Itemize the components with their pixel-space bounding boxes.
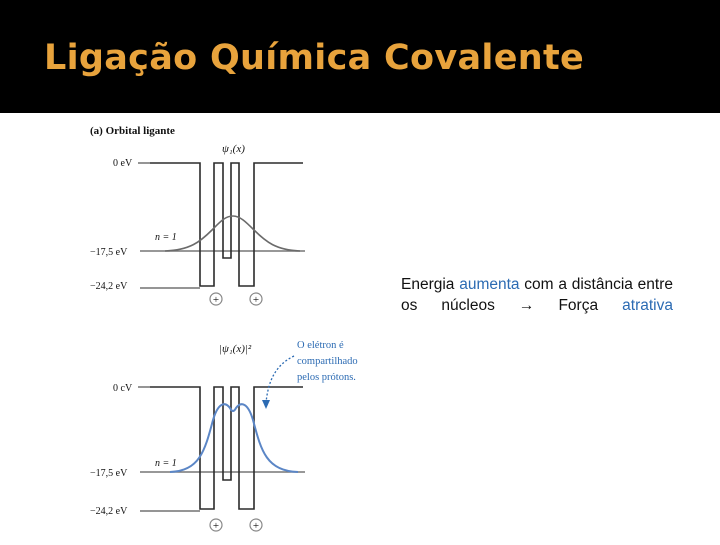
bottom-proton-left <box>210 519 222 532</box>
bottom-wave-label: |ψ₁(x)|² <box>219 343 252 355</box>
orbital-diagram <box>0 113 400 540</box>
bottom-energy-label-2: −24,2 eV <box>90 506 128 517</box>
top-wavefunction-curve <box>165 216 300 251</box>
svg-text:pelos prótons.: pelos prótons. <box>297 372 356 383</box>
top-wave-label: ψ₁(x) <box>222 143 245 155</box>
caption-highlight-atrativa: atrativa <box>622 297 673 314</box>
title-bar <box>0 0 720 113</box>
top-proton-right <box>250 293 262 306</box>
top-potential-well <box>150 163 303 286</box>
caption-part-1: Energia <box>401 276 460 293</box>
bottom-density-curve <box>170 404 298 472</box>
top-energy-label-2: −24,2 eV <box>90 281 128 292</box>
caption-highlight-aumenta: aumenta <box>459 276 520 293</box>
top-energy-label-0: 0 eV <box>113 158 133 169</box>
svg-text:+: + <box>252 294 260 306</box>
bottom-level-label: n = 1 <box>155 458 177 469</box>
annotation-text <box>297 340 358 383</box>
annotation-arrow <box>266 356 294 403</box>
top-panel <box>90 143 305 306</box>
svg-text:+: + <box>212 520 220 532</box>
caption-part-2: com a distância entre os núcleos → Força <box>401 276 674 314</box>
annotation-arrowhead <box>262 400 270 409</box>
panel-label: (a) Orbital ligante <box>90 125 175 137</box>
bottom-proton-right <box>250 519 262 532</box>
svg-text:compartilhado: compartilhado <box>297 356 358 367</box>
bottom-energy-label-0: 0 cV <box>113 383 133 394</box>
bottom-energy-label-1: −17,5 eV <box>90 468 128 479</box>
caption-text <box>401 274 673 316</box>
bottom-panel <box>90 340 358 532</box>
svg-text:+: + <box>252 520 260 532</box>
orbital-figure <box>0 113 400 540</box>
top-level-label: n = 1 <box>155 232 177 243</box>
svg-text:O elétron é: O elétron é <box>297 340 344 351</box>
svg-text:+: + <box>212 294 220 306</box>
top-energy-label-1: −17,5 eV <box>90 247 128 258</box>
slide-title: Ligação Química Covalente <box>44 38 585 78</box>
top-proton-left <box>210 293 222 306</box>
